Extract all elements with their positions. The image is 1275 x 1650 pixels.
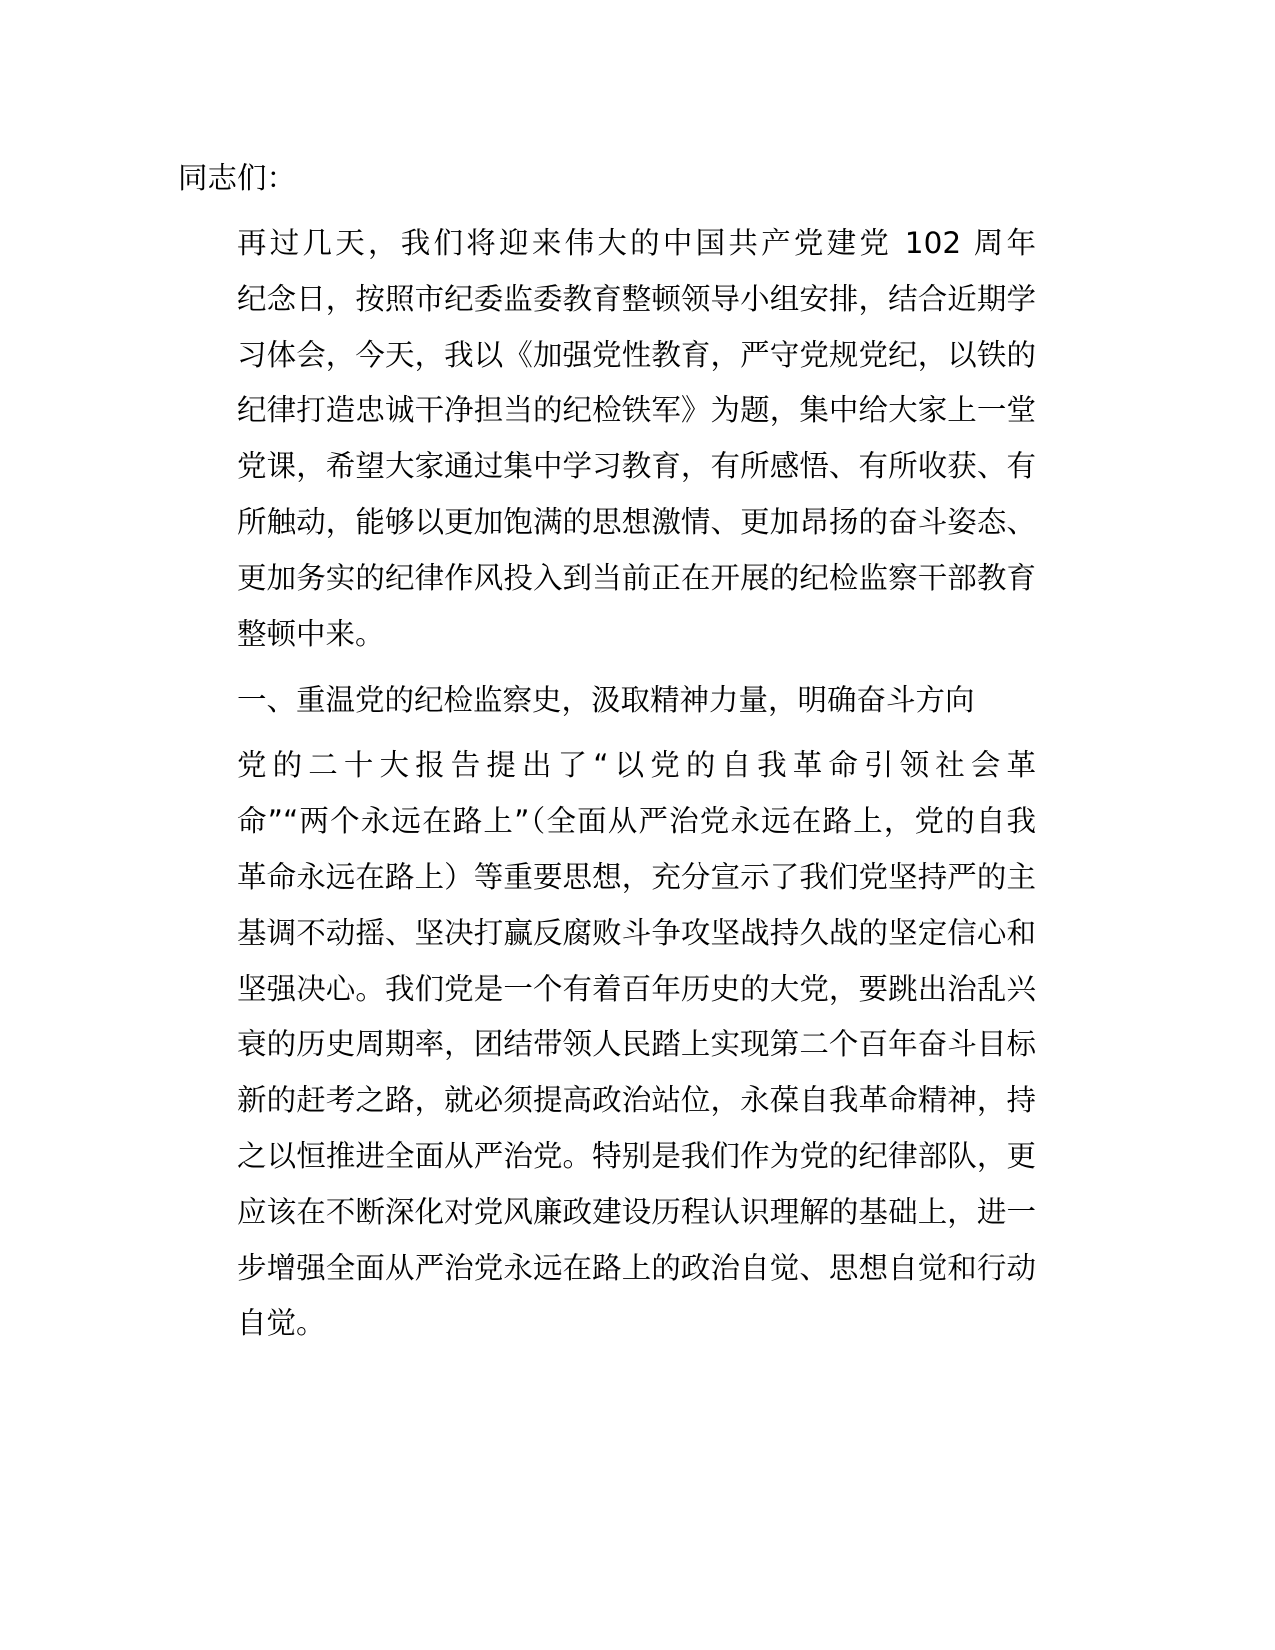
text-line: 纪律打造忠诚干净担当的纪检铁军》为题，集中给大家上一堂 xyxy=(237,393,1036,428)
text-line: 整顿中来。 xyxy=(237,616,385,651)
section-heading: 一、重温党的纪检监察史，汲取精神力量，明确奋斗方向 xyxy=(237,683,975,718)
text-line: 纪念日，按照市纪委监委教育整顿领导小组安排，结合近期学 xyxy=(237,281,1036,316)
paragraph-section-one xyxy=(178,738,1036,1352)
text-line: 所触动，能够以更加饱满的思想激情、更加昂扬的奋斗姿态、 xyxy=(237,504,1036,539)
text-line: 之以恒推进全面从严治党。特别是我们作为党的纪律部队，更 xyxy=(237,1138,1036,1173)
salutation: 同志们： xyxy=(178,161,297,195)
text-line: 党的二十大报告提出了“以党的自我革命引领社会革 xyxy=(237,748,1036,783)
text-line: 衰的历史周期率，团结带领人民踏上实现第二个百年奋斗目标 xyxy=(237,1027,1036,1062)
text-line: 革命永远在路上）等重要思想，充分宣示了我们党坚持严的主 xyxy=(237,859,1036,894)
document-page xyxy=(178,150,1036,1362)
text-line: 自觉。 xyxy=(237,1306,326,1341)
text-line: 更加务实的纪律作风投入到当前正在开展的纪检监察干部教育 xyxy=(237,560,1036,595)
text-line: 应该在不断深化对党风廉政建设历程认识理解的基础上，进一 xyxy=(237,1194,1036,1229)
text-line: 命”“两个永远在路上”（全面从严治党永远在路上，党的自我 xyxy=(237,804,1036,839)
text-line: 新的赶考之路，就必须提高政治站位，永葆自我革命精神，持 xyxy=(237,1083,1036,1118)
paragraph-intro xyxy=(178,216,1036,662)
text-line: 基调不动摇、坚决打赢反腐败斗争攻坚战持久战的坚定信心和 xyxy=(237,915,1036,950)
text-line: 坚强决心。我们党是一个有着百年历史的大党，要跳出治乱兴 xyxy=(237,971,1036,1006)
text-line: 再过几天，我们将迎来伟大的中国共产党建党 102 周年 xyxy=(237,226,1036,260)
text-line: 习体会，今天，我以《加强党性教育，严守党规党纪，以铁的 xyxy=(237,337,1036,372)
text-line: 步增强全面从严治党永远在路上的政治自觉、思想自觉和行动 xyxy=(237,1250,1036,1285)
text-line: 党课，希望大家通过集中学习教育，有所感悟、有所收获、有 xyxy=(237,449,1036,484)
